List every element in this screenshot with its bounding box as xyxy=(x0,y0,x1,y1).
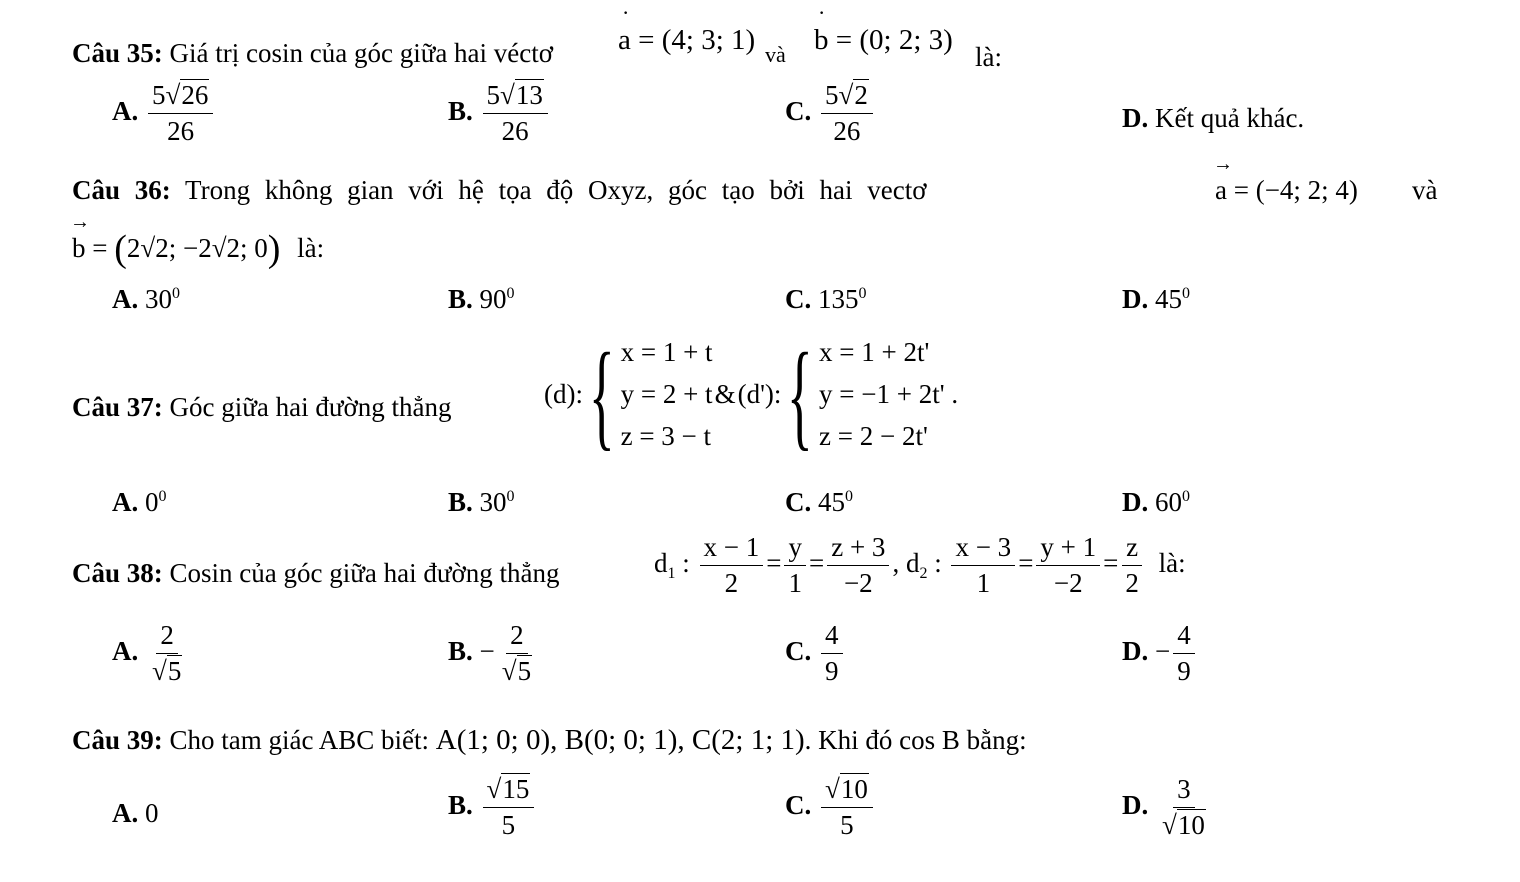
q35-end: là: xyxy=(975,42,1002,72)
q39-label: Câu 39: xyxy=(72,725,163,755)
q35-b-fraction: $\frac{5√13}{26}$ xyxy=(483,80,548,147)
q39-option-b: B. $\frac{√15}{5}$ xyxy=(448,774,537,841)
q35-option-a: A. $\frac{5√26}{26}$ xyxy=(112,80,216,147)
q38-text: Cosin của góc giữa hai đường thẳng xyxy=(169,558,560,588)
q35-option-b: B. $\frac{5√13}{26}$ xyxy=(448,80,551,147)
q37-d-system: x = 1 + t y = 2 + t z = 3 − t xyxy=(620,337,713,451)
q36-option-d: D. $45^0$ xyxy=(1122,284,1190,314)
q38-label: Câu 38: xyxy=(72,558,163,588)
q35-vec-b: · b = (0; 2; 3) xyxy=(814,24,953,57)
q35-option-d: D. Kết quả khác. xyxy=(1122,103,1305,133)
q37-text: Góc giữa hai đường thẳng xyxy=(169,392,452,422)
q37-option-c: C. $45^0$ xyxy=(785,487,853,517)
q37-label: Câu 37: xyxy=(72,392,163,422)
q38-option-a: A. $\frac{2}{√5}$ xyxy=(112,620,182,687)
q35-c-fraction: $\frac{5√2}{26}$ xyxy=(821,80,873,147)
q37-systems: (d): { x = 1 + t y = 2 + t z = 3 − t & (d'): { x = 1 + 2t' y = −1 + 2t' . z = 2 − 2t' xyxy=(544,327,959,461)
q35-text: Giá trị cosin của góc giữa hai véctơ xyxy=(169,38,554,68)
q37-d2-system: x = 1 + 2t' y = −1 + 2t' . z = 2 − 2t' xyxy=(819,337,959,451)
q37-option-b: B. $30^0$ xyxy=(448,487,515,517)
q37-option-a: A. $0^0$ xyxy=(112,487,167,517)
q35-and: và xyxy=(765,42,786,67)
q35-stem xyxy=(72,38,553,69)
q35-a-fraction: $\frac{5√26}{26}$ xyxy=(148,80,213,147)
q36-option-c: C. $135^0$ xyxy=(785,284,867,314)
q36-label: Câu 36: xyxy=(72,175,171,205)
q39-option-c: C. $\frac{√10}{5}$ xyxy=(785,774,876,841)
q38-option-c: C. $\frac{4}{9}$ xyxy=(785,620,846,687)
q36-option-b: B. $90^0$ xyxy=(448,284,515,314)
q39-text: Cho tam giác ABC biết: xyxy=(169,725,429,755)
q39-cos: cos B xyxy=(899,725,960,755)
q38-option-b: B. − $\frac{2}{√5}$ xyxy=(448,620,532,687)
q38-stem xyxy=(72,558,560,589)
q35-label: Câu 35: xyxy=(72,38,163,68)
q36-option-a: A. $30^0$ xyxy=(112,284,180,314)
q39-points: A(1; 0; 0), B(0; 0; 1), C(2; 1; 1) xyxy=(435,724,805,756)
q39-stem: Câu 39: Cho tam giác ABC biết: A(1; 0; 0), B(0; 0; 1), C(2; 1; 1). Khi đó cos B bằng: xyxy=(72,724,1027,756)
q39-option-a: A. 0 xyxy=(112,798,159,828)
q36-stem xyxy=(72,175,927,206)
q36-text: Trong không gian với hệ tọa độ Oxyz, góc tạo bởi hai vectơ xyxy=(185,175,927,205)
q38-equations: $d_1$ : $\frac{x - 1}{2}$ = $\frac{y}{1}$ = $\frac{z + 3}{-2}$ , $d_2$ : $\frac{x - 3}{1}$ = $\frac{y + 1}{-2}$ = $\frac{z}{2}$ là: xyxy=(654,532,1186,599)
q36-and: và xyxy=(1412,175,1438,205)
q39-option-d: D. $\frac{3}{√10}$ xyxy=(1122,774,1205,841)
q37-option-d: D. $60^0$ xyxy=(1122,487,1190,517)
q36-vec-a: → a = (−4; 2; 4) xyxy=(1215,175,1358,206)
q35-vec-a: · a = (4; 3; 1) xyxy=(618,24,755,57)
q38-option-d: D. − $\frac{4}{9}$ xyxy=(1122,620,1198,687)
q37-stem xyxy=(72,392,452,423)
q36-vec-b: → b = (2√2; −2√2; 0) là: xyxy=(72,227,324,271)
q35-option-c: C. $\frac{5√2}{26}$ xyxy=(785,80,876,147)
